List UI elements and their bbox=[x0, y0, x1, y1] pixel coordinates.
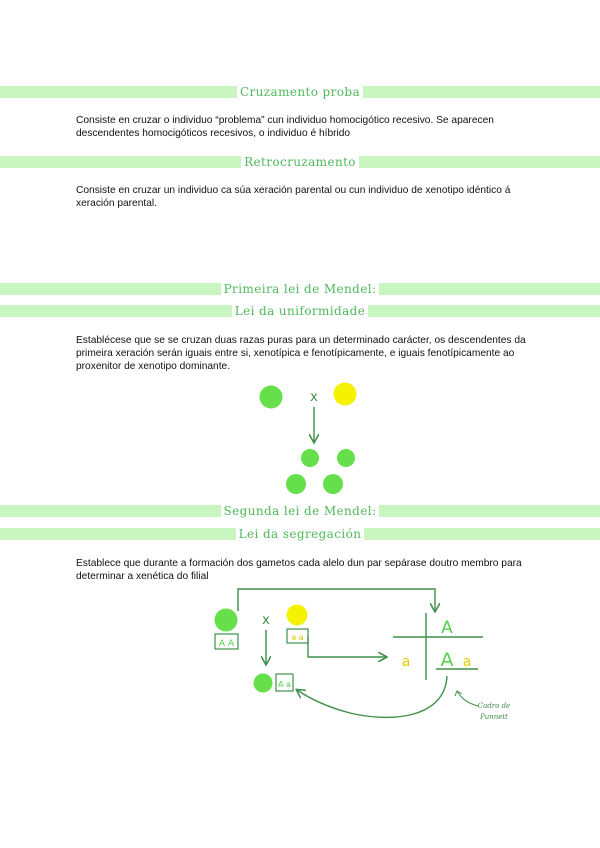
offspring-pea bbox=[286, 474, 306, 494]
cross-symbol: x bbox=[262, 613, 270, 628]
yellow-pea-parent bbox=[334, 383, 357, 406]
paragraph: Establécese que se se cruzan duas razas puras para un determinado carácter, os descendentes da primeira xeración serán iguais entre si, xenotípica e fenotípicamente, e iguais fenotípicamente ao proxenitor de xenotipo dominante. bbox=[76, 335, 526, 372]
offspring-pea bbox=[323, 474, 343, 494]
annotation-text: Cadro de bbox=[477, 702, 511, 710]
segregation-diagram bbox=[215, 589, 511, 721]
green-pea-parent bbox=[260, 386, 283, 409]
punnett-allele: a bbox=[401, 654, 411, 670]
subheading-text: Lei da uniformidade bbox=[232, 304, 369, 318]
uniformity-diagram bbox=[260, 383, 357, 495]
genotype-label: a a bbox=[291, 633, 304, 642]
punnett-allele: A bbox=[440, 649, 454, 671]
paragraph: Establece que durante a formación dos gametos cada alelo dun par sepárase doutro membro para determinar a xenética do filial bbox=[76, 558, 522, 582]
heading-text: Retrocruzamento bbox=[241, 155, 359, 169]
heading-text: Cruzamento proba bbox=[237, 85, 363, 99]
green-pea-parent bbox=[215, 609, 238, 632]
cross-symbol: x bbox=[310, 390, 318, 405]
offspring-pea bbox=[337, 449, 355, 467]
paragraph: Consiste en cruzar un individuo ca súa xeración parental ou cun individuo de xenotipo idéntico á xeración parental. bbox=[76, 185, 511, 209]
punnett-allele: A bbox=[441, 618, 453, 638]
paragraph: Consiste en cruzar o individuo “problema” cun individuo homocigótico recesivo. Se aparecen descendentes homocigóticos recesivos, o individuo é híbrido bbox=[76, 115, 494, 139]
offspring-pea bbox=[301, 449, 319, 467]
annotation-text: Punnett bbox=[479, 713, 509, 721]
heading-text: Segunda lei de Mendel: bbox=[221, 504, 380, 518]
genotype-label: A a bbox=[278, 680, 291, 689]
connector-arrow bbox=[308, 636, 386, 657]
offspring-pea bbox=[254, 674, 273, 693]
heading-text: Primeira lei de Mendel: bbox=[221, 282, 380, 296]
return-arrow bbox=[297, 676, 447, 717]
yellow-pea-parent bbox=[287, 605, 308, 626]
punnett-allele: a bbox=[462, 654, 472, 670]
subheading-text: Lei da segregación bbox=[236, 527, 365, 541]
genotype-label: A A bbox=[218, 639, 235, 649]
connector-arrow bbox=[238, 589, 435, 611]
